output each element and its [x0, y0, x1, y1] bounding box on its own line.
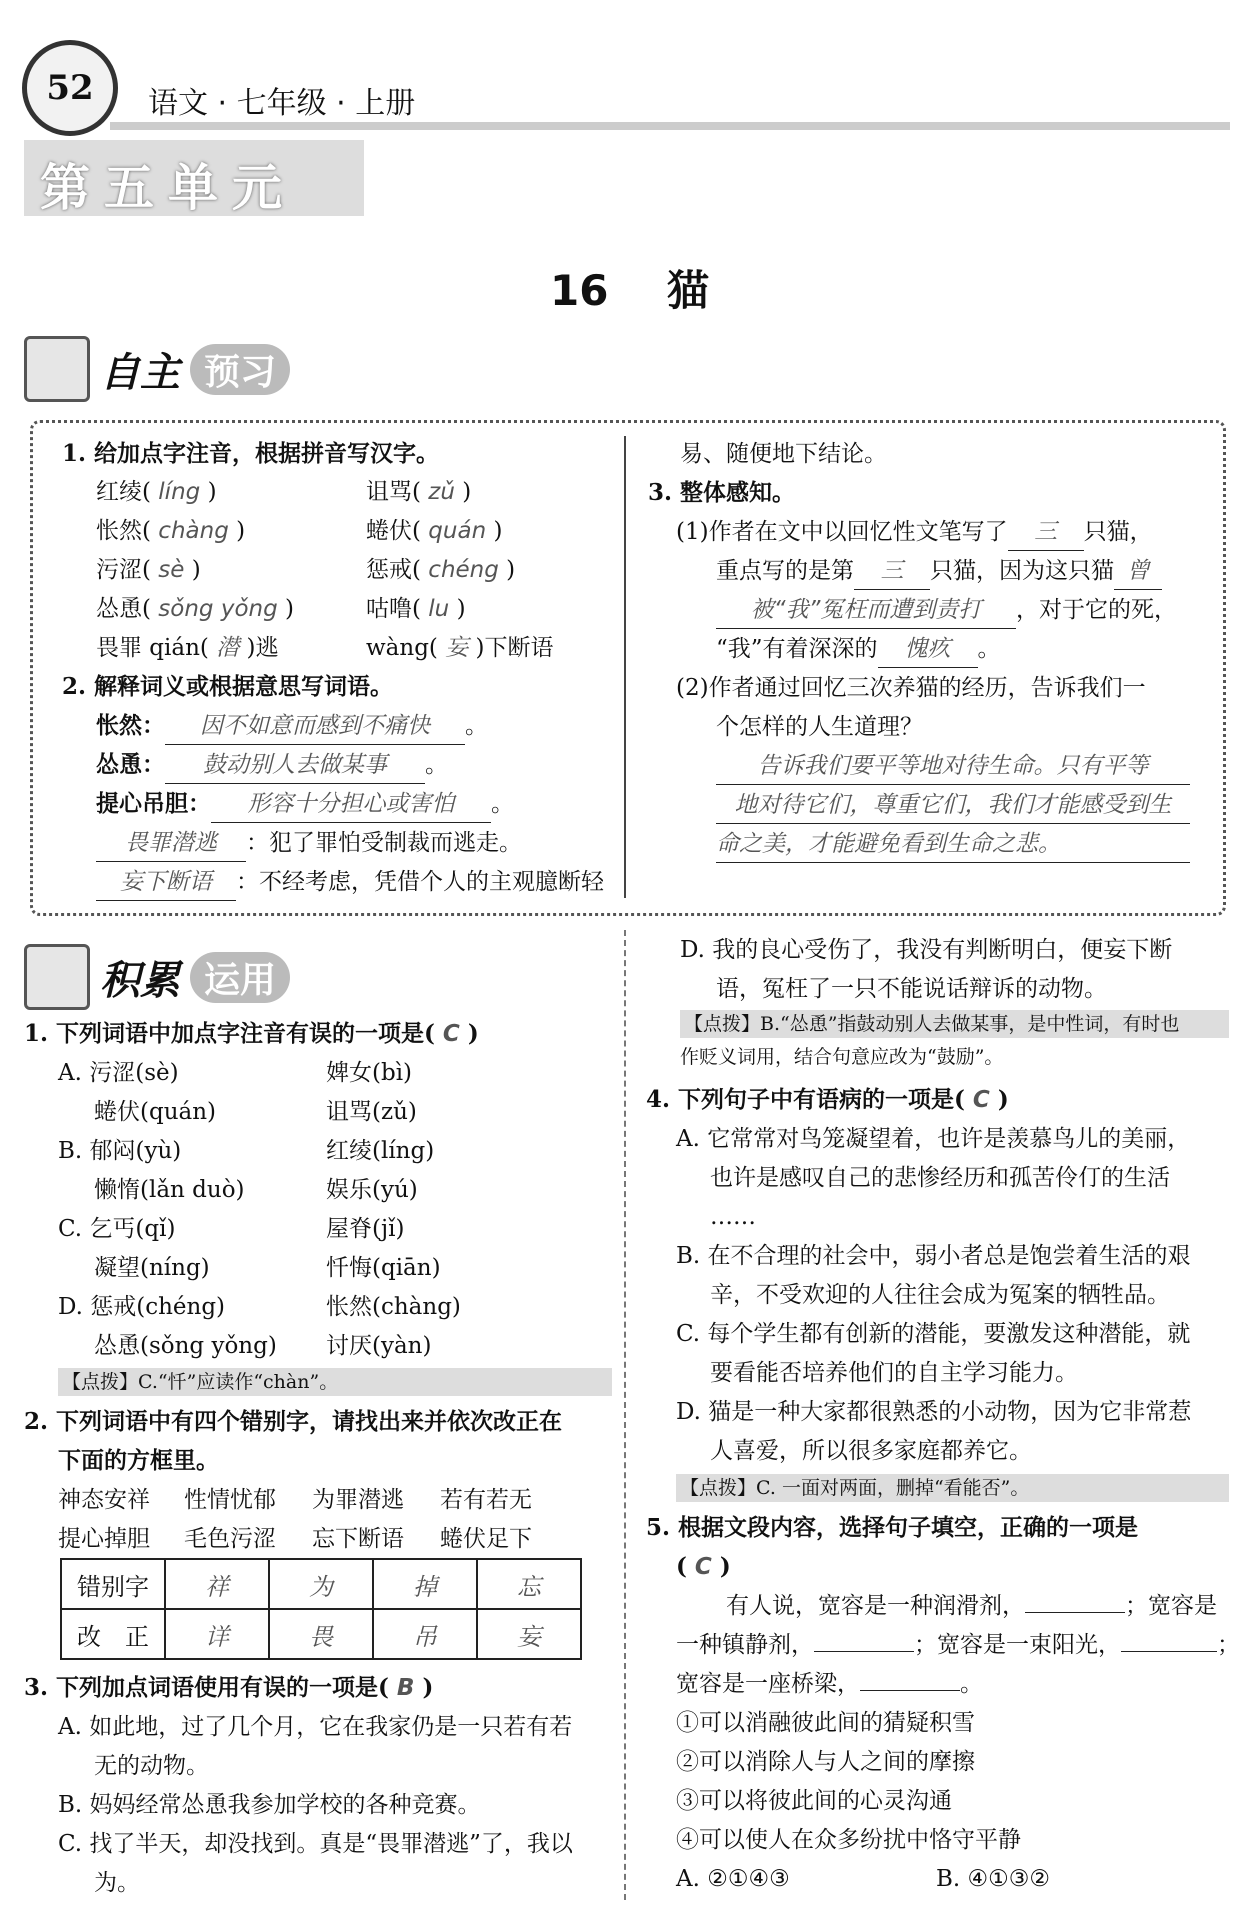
table-cell: 掉: [373, 1559, 477, 1609]
preview-heading-sub: 预习: [190, 344, 290, 395]
q1-item: 蜷伏( quán ): [366, 518, 503, 544]
q1-item: 污涩( sè ): [96, 557, 201, 583]
q4-option: 辛，不受欢迎的人往往会成为冤案的牺牲品。: [710, 1282, 1170, 1308]
q5-option: ②可以消除人与人之间的摩擦: [676, 1749, 975, 1775]
q2-word: 妄下断语 ：不经考虑，凭借个人的主观臆断轻: [96, 864, 604, 901]
q4-option: 也许是感叹自己的悲惨经历和孤苦伶仃的生活: [710, 1165, 1170, 1191]
practice-q2-title: 下面的方框里。: [58, 1447, 219, 1474]
q2-word: 为罪潜逃: [312, 1487, 404, 1513]
q3-p2: (2)作者通过回忆三次养猫的经历，告诉我们一: [676, 675, 1146, 701]
practice-q1-title: 1. 下列词语中加点字注音有误的一项是( C ): [24, 1020, 479, 1047]
q3-option: A. 如此地，过了几个月，它在我家仍是一只若有若: [58, 1714, 573, 1740]
q1-item: 畏罪 qián( 潜 )逃: [96, 635, 279, 661]
q5-passage: 宽容是一座桥梁， 。: [676, 1671, 983, 1697]
q5-option: ④可以使人在众多纷扰中恪守平静: [676, 1827, 1021, 1853]
q3-option: 为。: [94, 1870, 140, 1896]
q1-option: C. 乞丐(qǐ): [58, 1216, 176, 1242]
q1-option: 婢女(bì): [326, 1060, 413, 1086]
practice-q4-title: 4. 下列句子中有语病的一项是( C ): [646, 1086, 1009, 1113]
q3-answer-line: 告诉我们要平等地对待生命。只有平等: [716, 748, 1190, 785]
q3-answer-line: 命之美，才能避免看到生命之悲。: [716, 826, 1190, 863]
practice-divider: [624, 930, 628, 1900]
table-cell: 为: [269, 1559, 373, 1609]
q5-option: ③可以将彼此间的心灵沟通: [676, 1788, 952, 1814]
subject-title: 语文 · 七年级 · 上册: [148, 86, 416, 121]
preview-q1-title: 1. 给加点字注音，根据拼音写汉字。: [62, 440, 440, 467]
section-preview-heading: [24, 334, 290, 404]
q1-option: 屋脊(jǐ): [326, 1216, 405, 1242]
q1-item: 惩戒( chéng ): [366, 557, 516, 583]
q2-item: 提心吊胆： 形容十分担心或害怕 。: [96, 786, 514, 823]
q5-passage: 一种镇静剂， ；宽容是一束阳光， ；: [676, 1632, 1240, 1658]
q4-option: A. 它常常对鸟笼凝望着，也许是羡慕鸟儿的美丽，: [676, 1126, 1191, 1152]
q3-option: B. 妈妈经常怂恿我参加学校的各种竞赛。: [58, 1792, 481, 1818]
table-cell: 祥: [165, 1559, 269, 1609]
table-label: 改 正: [61, 1609, 165, 1659]
page-number: 52: [22, 40, 118, 136]
q3-option: 语，冤枉了一只不能说话辩诉的动物。: [716, 976, 1107, 1002]
q1-option: 怅然(chàng): [326, 1294, 461, 1320]
table-row: [61, 1609, 581, 1659]
table-cell: 妄: [477, 1609, 581, 1659]
q1-option: D. 惩戒(chéng): [58, 1294, 226, 1320]
q1-option: 讨厌(yàn): [326, 1333, 432, 1359]
q1-item: wàng( 妄 )下断语: [366, 635, 554, 661]
q5-passage: 有人说，宽容是一种润滑剂， ；宽容是: [726, 1593, 1217, 1619]
q2-word: 性情忧郁: [184, 1487, 276, 1513]
q1-option: 忏悔(qiān): [326, 1255, 441, 1281]
q1-item: 怅然( chàng ): [96, 518, 246, 544]
table-label: 错别字: [61, 1559, 165, 1609]
q3-p1: 被“我”冤枉而遭到责打 ，对于它的死，: [716, 592, 1177, 629]
q3-option: D. 我的良心受伤了，我没有判断明白，便妄下断: [680, 937, 1173, 963]
preview-q2-title: 2. 解释词义或根据意思写词语。: [62, 673, 394, 700]
q5-option: ①可以消融彼此间的猜疑积雪: [676, 1710, 975, 1736]
correction-table: [60, 1558, 582, 1660]
q4-option: C. 每个学生都有创新的潜能，要激发这种潜能，就: [676, 1321, 1191, 1347]
q2-word: 忘下断语: [312, 1526, 404, 1552]
q4-option: B. 在不合理的社会中，弱小者总是饱尝着生活的艰: [676, 1243, 1191, 1269]
q3-p2: 个怎样的人生道理？: [716, 714, 923, 740]
q2-word: 毛色污涩: [184, 1526, 276, 1552]
q1-option: 红绫(líng): [326, 1138, 435, 1164]
q3-hint: 【点拨】B.“怂恿”指鼓动别人去做某事，是中性词，有时也: [680, 1010, 1229, 1038]
q1-option: 凝望(níng): [94, 1255, 210, 1281]
q1-option: 诅骂(zǔ): [326, 1099, 417, 1125]
lesson-name: 猫: [666, 266, 709, 315]
q5-answer: ( C ): [676, 1553, 731, 1580]
q2-continued: 易、随便地下结论。: [680, 441, 887, 467]
q3-answer-line: 地对待它们，尊重它们，我们才能感受到生: [716, 787, 1190, 824]
q2-word: 畏罪潜逃 ：犯了罪怕受制裁而逃走。: [96, 825, 522, 862]
q2-word: 提心掉胆: [58, 1526, 150, 1552]
q1-item: 怂恿( sǒng yǒng ): [96, 596, 294, 622]
backpack-icon: [24, 944, 90, 1010]
q4-option: ……: [710, 1204, 756, 1230]
q3-p1: “我”有着深深的 愧疚 。: [716, 631, 1001, 668]
q5-choice: A. ②①④③: [676, 1866, 790, 1892]
q5-choice: B. ④①③②: [936, 1866, 1051, 1892]
q1-option: 娱乐(yú): [326, 1177, 418, 1203]
q4-option: D. 猫是一种大家都很熟悉的小动物，因为它非常惹: [676, 1399, 1192, 1425]
q4-option: 要看能否培养他们的自主学习能力。: [710, 1360, 1078, 1386]
q1-option: 蜷伏(quán): [94, 1099, 217, 1125]
q1-option: A. 污涩(sè): [58, 1060, 179, 1086]
unit-title: 第五单元: [40, 159, 296, 217]
q2-item: 怅然： 因不如意而感到不痛快 。: [96, 708, 488, 745]
q2-word: 神态安祥: [58, 1487, 150, 1513]
q4-hint: 【点拨】C. 一面对两面，删掉“看能否”。: [676, 1474, 1229, 1502]
practice-heading-main: 积累: [100, 957, 180, 1004]
q2-word: 蜷伏足下: [440, 1526, 532, 1552]
table-cell: 详: [165, 1609, 269, 1659]
table-cell: 畏: [269, 1609, 373, 1659]
q3-option: 无的动物。: [94, 1753, 209, 1779]
section-practice-heading: [24, 942, 290, 1012]
header-bar: [110, 122, 1230, 130]
q3-hint: 作贬义词用，结合句意应改为“鼓励”。: [680, 1046, 1004, 1068]
table-cell: 吊: [373, 1609, 477, 1659]
q2-word: 若有若无: [440, 1487, 532, 1513]
practice-q3-title: 3. 下列加点词语使用有误的一项是( B ): [24, 1674, 434, 1701]
practice-heading-sub: 运用: [190, 952, 290, 1003]
table-row: [61, 1559, 581, 1609]
lesson-number: 16: [550, 266, 609, 315]
q2-item: 怂恿： 鼓动别人去做某事 。: [96, 747, 448, 784]
practice-q2-title: 2. 下列词语中有四个错别字，请找出来并依次改正在: [24, 1408, 563, 1435]
q1-option: 怂恿(sǒng yǒng): [94, 1333, 277, 1359]
q1-item: 咕噜( lu ): [366, 596, 466, 622]
preview-heading-main: 自主: [100, 349, 180, 396]
school-icon: [24, 336, 90, 402]
q1-option: 懒惰(lǎn duò): [94, 1177, 245, 1203]
q1-item: 诅骂( zǔ ): [366, 479, 472, 505]
q1-hint: 【点拨】C.“忏”应读作“chàn”。: [58, 1368, 612, 1396]
q3-option: C. 找了半天，却没找到。真是“畏罪潜逃”了，我以: [58, 1831, 573, 1857]
q1-option: B. 郁闷(yù): [58, 1138, 182, 1164]
preview-q3-title: 3. 整体感知。: [648, 479, 796, 506]
preview-divider: [624, 436, 626, 898]
q1-item: 红绫( líng ): [96, 479, 217, 505]
table-cell: 忘: [477, 1559, 581, 1609]
q3-p1: (1)作者在文中以回忆性文笔写了 三 只猫，: [676, 514, 1153, 551]
practice-q5-title: 5. 根据文段内容，选择句子填空，正确的一项是: [646, 1514, 1139, 1541]
q3-p1: 重点写的是第 三 只猫，因为这只猫 曾: [716, 553, 1162, 590]
q4-option: 人喜爱，所以很多家庭都养它。: [710, 1438, 1032, 1464]
lesson-title: [550, 258, 709, 318]
